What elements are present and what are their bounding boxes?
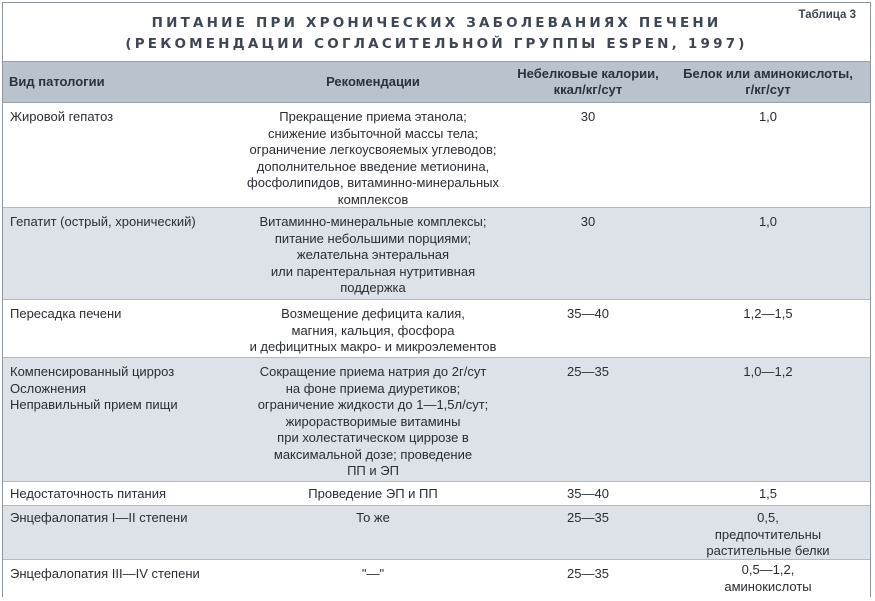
cell-pathology: Компенсированный цирроз Осложнения Неправильный прием пищи xyxy=(10,364,178,412)
table-title-area xyxy=(3,3,870,61)
cell-calories: 30 xyxy=(580,214,596,229)
cell-calories: 25—35 xyxy=(567,566,609,581)
cell-calories: 35—40 xyxy=(567,486,609,501)
cell-protein: 1,5 xyxy=(758,486,778,501)
cell-recommendation: "—" xyxy=(361,566,385,581)
cell-recommendation: Сокращение приема натрия до 2г/сут на фоне приема диуретиков; ограничение жидкости до 1—1,5л/сут; жирорастворимые витамины при холестатическом циррозе в максимальной дозе; проведение ПП и ЭП xyxy=(257,364,489,478)
header-recommendations: Рекомендации xyxy=(326,74,420,89)
cell-calories: 25—35 xyxy=(567,510,609,525)
table-row xyxy=(3,208,870,300)
header-pathology: Вид патологии xyxy=(9,74,105,89)
cell-recommendation: Проведение ЭП и ПП xyxy=(308,486,438,501)
cell-pathology: Жировой гепатоз xyxy=(10,109,114,124)
table-subtitle: (РЕКОМЕНДАЦИИ СОГЛАСИТЕЛЬНОЙ ГРУППЫ ESPEN, 1997) xyxy=(125,36,748,52)
cell-protein: 0,5, предпочтительны растительные белки xyxy=(706,510,830,558)
table-row xyxy=(3,506,870,560)
cell-pathology: Гепатит (острый, хронический) xyxy=(10,214,196,229)
table-frame xyxy=(2,2,871,597)
cell-protein: 1,2—1,5 xyxy=(743,306,793,321)
cell-pathology: Пересадка печени xyxy=(10,306,122,321)
table-row xyxy=(3,560,870,598)
cell-protein: 1,0 xyxy=(758,109,778,124)
cell-recommendation: Возмещение дефицита калия, магния, кальция, фосфора и дефицитных макро- и микроэлементов xyxy=(249,306,497,354)
table-header xyxy=(3,61,870,103)
cell-protein: 1,0—1,2 xyxy=(743,364,793,379)
header-calories: Небелковые калории, ккал/кг/сут xyxy=(517,66,659,97)
table-row xyxy=(3,103,870,208)
cell-pathology: Недостаточность питания xyxy=(10,486,166,501)
table-number-label: Таблица 3 xyxy=(798,9,856,21)
cell-calories: 30 xyxy=(580,109,596,124)
cell-recommendation: Витаминно-минеральные комплексы; питание небольшими порциями; желательна энтеральная или парентеральная нутритивная поддержка xyxy=(259,214,487,295)
cell-recommendation: То же xyxy=(356,510,390,525)
table-title: ПИТАНИЕ ПРИ ХРОНИЧЕСКИХ ЗАБОЛЕВАНИЯХ ПЕЧЕНИ xyxy=(151,15,722,31)
cell-recommendation: Прекращение приема этанола; снижение избыточной массы тела; ограничение легкоусвояемых углеводов; дополнительное введение метионина, фосфолипидов, витаминно-минеральных комплексов xyxy=(247,109,499,207)
cell-protein: 1,0 xyxy=(758,214,778,229)
cell-pathology: Энцефалопатия III—IV степени xyxy=(10,566,200,581)
table-row xyxy=(3,300,870,358)
header-protein: Белок или аминокислоты, г/кг/сут xyxy=(683,66,853,97)
table-row xyxy=(3,482,870,506)
cell-protein: 0,5—1,2, аминокислоты xyxy=(724,562,812,594)
table-row xyxy=(3,358,870,482)
cell-pathology: Энцефалопатия I—II степени xyxy=(10,510,188,525)
cell-calories: 35—40 xyxy=(567,306,609,321)
cell-calories: 25—35 xyxy=(567,364,609,379)
